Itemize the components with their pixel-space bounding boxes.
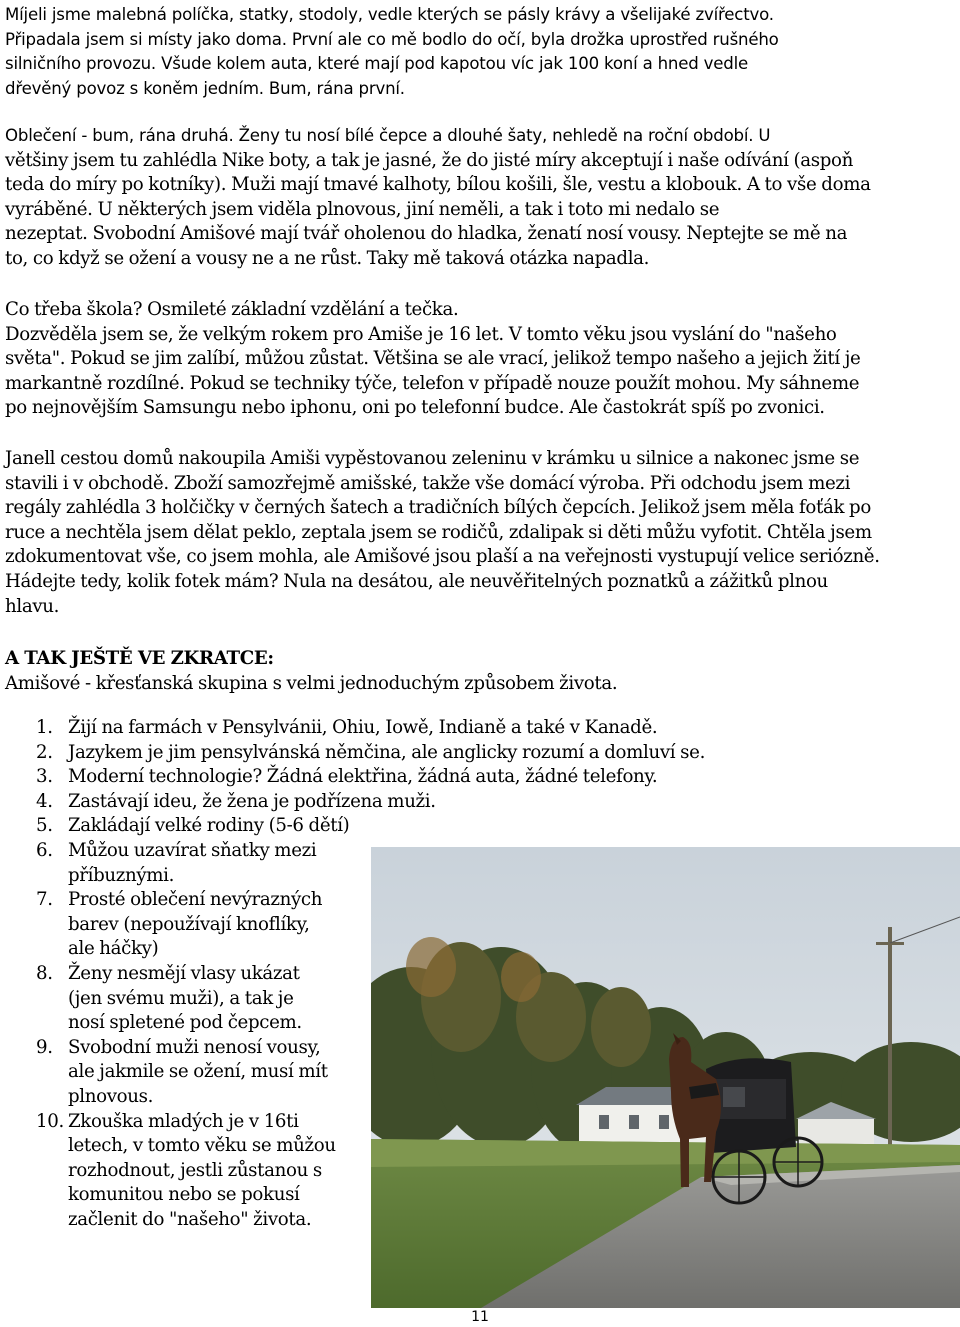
text-line: silničního provozu. Všude kolem auta, které mají pod kapotou víc jak 100 koní a hned vedle [5,54,749,74]
list-item [0,790,705,815]
list-item-text: Jazykem je jim pensylvánská němčina, ale anglicky rozumí a domluví se. [68,741,705,763]
section-heading: A TAK JEŠTĚ VE ZKRATCE: [5,648,274,669]
list-number: 10. [36,1110,64,1132]
list-item [0,716,705,741]
text-line: hlavu. [5,595,60,617]
text-line: Janell cestou domů nakoupila Amiši vypěstovanou zeleninu v krámku u silnice a nakonec jsme se [5,448,860,469]
text-line: Míjeli jsme malebná políčka, statky, stodoly, vedle kterých se pásly krávy a všelijaké zvířectvo. [5,5,774,24]
list-item-text: Zkouška mladých je v 16ti [68,1110,299,1132]
text-line: po nejnovějším Samsungu nebo iphonu, oni po telefonní budce. Ale častokrát spíš po zvonici. [5,397,825,419]
list-item-text: Můžou uzavírat sňatky mezi [68,839,317,861]
list-item [0,814,705,839]
paragraph-clothing [5,124,950,272]
paragraph-shopping [5,447,950,619]
list-item [0,741,705,766]
list-item-text: Moderní technologie? Žádná elektřina, žádná auta, žádné telefony. [68,766,658,788]
text-line: světa". Pokud se jim zalíbí, můžou zůstat. Většina se ale vrací, jelikož tempo našeho a jejich žití je [5,348,861,370]
paragraph-intro [5,3,950,101]
text-line: dřevěný povoz s koněm jedním. Bum, rána první. [5,78,405,98]
list-item-text: barev (nepoužívají knoflíky, [68,913,310,935]
text-line: Dozvěděla jsem se, že velkým rokem pro Amiše je 16 let. V tomto věku jsou vyslání do "našeho [5,323,837,345]
text-line: Oblečení - bum, rána druhá. Ženy tu nosí bílé čepce a dlouhé šaty, nehledě na roční období. U [5,126,771,145]
list-number: 3. [36,766,53,788]
list-number: 5. [36,815,53,837]
text-line: zdokumentovat vše, co jsem mohla, ale Amišové jsou plaší a na veřejnosti vystupují velice seriózně. [5,546,880,568]
list-item-text: Ženy nesmějí vlasy ukázat [68,962,300,984]
text-line: Co třeba škola? Osmileté základní vzdělání a tečka. [5,299,459,320]
list-number: 8. [36,962,53,984]
text-line: Hádejte tedy, kolik fotek mám? Nula na desátou, ale neuvěřitelných poznatků a zážitků plnou [5,570,828,592]
page-number: 11 [471,1309,489,1325]
list-item-text: Zakládají velké rodiny (5-6 dětí) [68,815,350,837]
text-line: ruce a nechtěla jsem dělat peklo, zeptala jsem se rodičů, zdalipak si děti můžu vyfotit. Chtěla jsem [5,521,872,543]
list-item-text: příbuznými. [68,864,175,886]
list-item-text: ale jakmile se ožení, musí mít [68,1061,328,1083]
text-line: regály zahlédla 3 holčičky v černých šatech a tradičních bílých čepcích. Jelikož jsem měla foťák po [5,497,871,519]
list-item-text: ale háčky) [68,938,159,960]
list-number: 4. [36,790,53,812]
paragraph-school [5,298,950,421]
list-number: 1. [36,717,53,738]
list-number: 7. [36,889,53,911]
text-line: to, co když se ožení a vousy ne a ne růst. Taky mě taková otázka napadla. [5,247,650,269]
list-item-text: plnovous. [68,1085,154,1107]
list-item-text: Prosté oblečení nevýrazných [68,889,323,911]
amish-buggy-photo [371,847,960,1308]
text-line: většiny jsem tu zahlédla Nike boty, a tak je jasné, že do jisté míry akceptují i naše odívání (aspoň [5,149,853,171]
summary-intro: Amišové - křesťanská skupina s velmi jednoduchým způsobem života. [5,672,618,694]
text-line: nezeptat. Svobodní Amišové mají tvář oholenou do hladka, ženatí nosí vousy. Neptejte se mě na [5,223,848,245]
text-line: teda do míry po kotníky). Muži mají tmavé kalhoty, bílou košili, šle, vestu a klobouk. A to vše doma [5,174,871,196]
list-item-text: komunitou nebo se pokusí [68,1184,300,1206]
list-number: 9. [36,1036,53,1058]
list-item-text: rozhodnout, jestli zůstanou s [68,1159,322,1181]
list-number: 6. [36,839,53,861]
list-number: 2. [36,741,53,763]
list-item-text: Žijí na farmách v Pensylvánii, Ohiu, Iowě, Indianě a také v Kanadě. [68,717,658,738]
summary-section [5,647,950,696]
list-item-text: (jen svému muži), a tak je [68,987,294,1009]
text-line: markantně rozdílné. Pokud se techniky týče, telefon v případě nouze použít mohou. My sáhneme [5,372,860,394]
text-line: Připadala jsem si místy jako doma. První ale co mě bodlo do očí, byla drožka uprostřed rušného [5,29,779,49]
list-item-text: letech, v tomto věku se můžou [68,1135,336,1157]
list-item-text: nosí spletené pod čepcem. [68,1012,302,1034]
text-line: stavili i v obchodě. Zboží samozřejmě amišské, takže vše domácí výroba. Při odchodu jsem mezi [5,472,851,494]
list-item [0,765,705,790]
list-item-text: Svobodní muži nenosí vousy, [68,1036,321,1058]
list-item-text: začlenit do "našeho" života. [68,1208,312,1230]
list-item-text: Zastávají ideu, že žena je podřízena muži. [68,790,436,812]
text-line: vyráběné. U některých jsem viděla plnovous, jiní neměli, a tak i toto mi nedalo se [5,198,720,220]
